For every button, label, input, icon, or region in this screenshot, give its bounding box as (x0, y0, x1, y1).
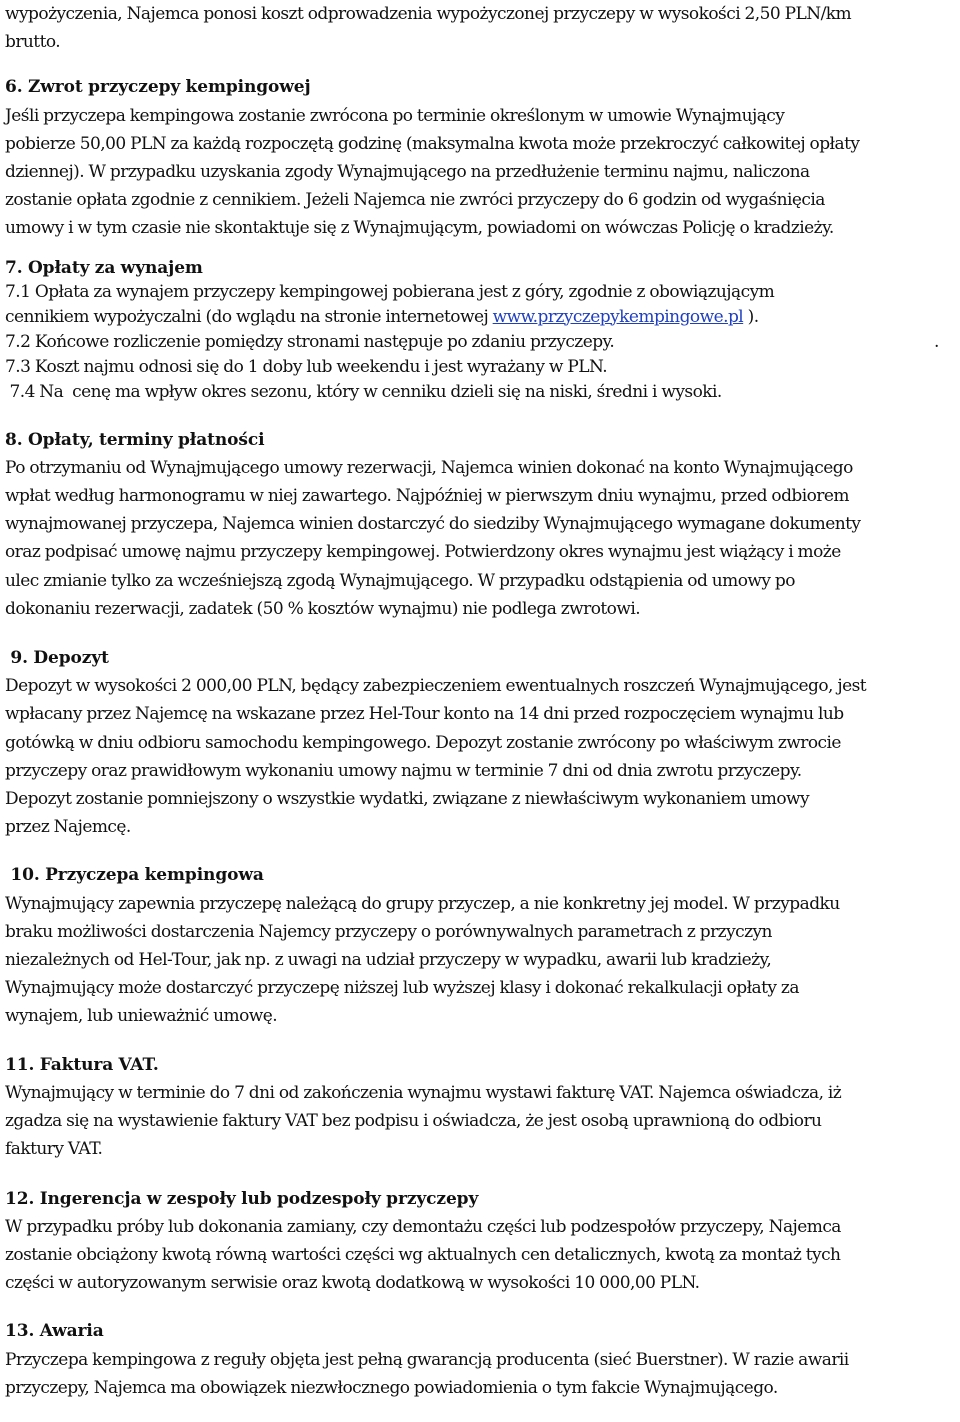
document-page (5, 0, 955, 1402)
text-line: braku możliwości dostarczenia Najemcy przyczepy o porównywalnych parametrach z przyczyn (5, 921, 772, 942)
text-line: Wynajmujący w terminie do 7 dni od zakończenia wynajmu wystawi fakturę VAT. Najemca oświadcza, iż (5, 1082, 842, 1103)
text-line: dziennej). W przypadku uzyskania zgody Wynajmującego na przedłużenie terminu najmu, naliczona (5, 162, 810, 183)
text-line: dokonaniu rezerwacji, zadatek (50 % kosztów wynajmu) nie podlega zwrotowi. (5, 598, 641, 619)
section-8 (5, 426, 955, 623)
section-heading: 9. Depozyt (5, 648, 109, 669)
text-line: zgadza się na wystawienie faktury VAT bez podpisu i oświadcza, że jest osobą uprawnioną do odbioru (5, 1111, 822, 1132)
text-line: zostanie opłata zgodnie z cennikiem. Jeżeli Najemca nie zwróci przyczepy do 6 godzin od wygaśnięcia (5, 190, 825, 211)
text-line: części w autoryzowanym serwisie oraz kwotą dodatkową w wysokości 10 000,00 PLN. (5, 1273, 700, 1294)
text-line: Wynajmujący może dostarczyć przyczepę niższej lub wyższej klasy i dokonać rekalkulacji opłaty za (5, 978, 799, 999)
text-line: wpłacany przez Najemcę na wskazane przez Hel-Tour konto na 14 dni przed rozpoczęciem wynajmu lub (5, 704, 844, 725)
text-line: brutto. (5, 32, 61, 53)
section-heading: 10. Przyczepa kempingowa (5, 865, 264, 886)
text-line: Jeśli przyczepa kempingowa zostanie zwrócona po terminie określonym w umowie Wynajmujący (5, 105, 785, 126)
section-heading: 7. Opłaty za wynajem (5, 257, 203, 278)
section-7 (5, 256, 955, 405)
text-line (5, 330, 955, 355)
text-line: zostanie obciążony kwotą równą wartości części wg aktualnych cen detalicznych, kwotą za montaż tych (5, 1244, 841, 1265)
section-12 (5, 1185, 955, 1298)
section-13 (5, 1317, 955, 1402)
text-line: W przypadku próby lub dokonania zamiany, czy demontażu części lub podzespołów przyczepy, Najemca (5, 1216, 841, 1237)
text-line: gotówką w dniu odbioru samochodu kempingowego. Depozyt zostanie zwrócony po właściwym zwrocie (5, 732, 841, 753)
text-line: przez Najemcę. (5, 817, 131, 838)
section-heading: 13. Awaria (5, 1321, 104, 1342)
section-10 (5, 861, 955, 1030)
text-line: umowy i w tym czasie nie skontaktuje się z Wynajmującym, powiadomi on wówczas Policję o kradzieży. (5, 218, 834, 239)
section-heading: 8. Opłaty, terminy płatności (5, 429, 265, 450)
text-line: Depozyt zostanie pomniejszony o wszystkie wydatki, związane z niewłaściwym wykonaniem umowy (5, 789, 810, 810)
text-line: Przyczepa kempingowa z reguły objęta jest pełną gwarancją producenta (sieć Buerstner). W razie awarii (5, 1349, 849, 1370)
section-heading: 6. Zwrot przyczepy kempingowej (5, 77, 311, 98)
section-6 (5, 73, 955, 242)
website-link[interactable]: www.przyczepykempingowe.pl (492, 306, 744, 327)
text-line: wynajem, lub unieważnić umowę. (5, 1006, 278, 1027)
trailing-dot: . (934, 331, 939, 352)
text-line: 7.1 Opłata za wynajem przyczepy kempingowej pobierana jest z góry, zgodnie z obowiązującym (5, 281, 775, 302)
text-line: Wynajmujący zapewnia przyczepę należącą do grupy przyczep, a nie konkretny jej model. W przypadku (5, 893, 840, 914)
text-line: niezależnych od Hel-Tour, jak np. z uwagi na udział przyczepy w wypadku, awarii lub kradzieży, (5, 950, 772, 971)
text-line: wpłat według harmonogramu w niej zawartego. Najpóźniej w pierwszym dniu wynajmu, przed odbiorem (5, 486, 849, 507)
text-line: wypożyczenia, Najemca ponosi koszt odprowadzenia wypożyczonej przyczepy w wysokości 2,50 PLN/km (5, 4, 852, 24)
text-line: 7.4 Na cenę ma wpływ okres sezonu, który w cenniku dzieli się na niski, średni i wysoki. (5, 381, 722, 402)
text-line: 7.3 Koszt najmu odnosi się do 1 doby lub weekendu i jest wyrażany w PLN. (5, 356, 608, 377)
section-heading: 11. Faktura VAT. (5, 1054, 159, 1075)
text-line: pobierze 50,00 PLN za każdą rozpoczętą godzinę (maksymalna kwota może przekroczyć całkowitej opłaty (5, 133, 860, 154)
text-line (5, 305, 955, 330)
section-11 (5, 1051, 955, 1164)
text-line: Po otrzymaniu od Wynajmującego umowy rezerwacji, Najemca winien dokonać na konto Wynajmującego (5, 457, 853, 478)
text-line: faktury VAT. (5, 1139, 103, 1160)
section-heading: 12. Ingerencja w zespoły lub podzespoły przyczepy (5, 1188, 479, 1209)
text-segment: 7.2 Końcowe rozliczenie pomiędzy stronami następuje po zdaniu przyczepy. (5, 331, 615, 352)
text-line: przyczepy oraz prawidłowym wykonaniu umowy najmu w terminie 7 dni od dnia zwrotu przyczepy. (5, 760, 802, 781)
text-segment: cennikiem wypożyczalni (do wglądu na stronie internetowej (5, 306, 493, 327)
text-line: ulec zmianie tylko za wcześniejszą zgodą Wynajmującego. W przypadku odstąpienia od umowy po (5, 570, 795, 591)
text-segment: ). (743, 306, 759, 327)
section-9 (5, 644, 955, 841)
text-line: Depozyt w wysokości 2 000,00 PLN, będący zabezpieczeniem ewentualnych roszczeń Wynajmującego, jest (5, 676, 867, 697)
text-line: oraz podpisać umowę najmu przyczepy kempingowej. Potwierdzony okres wynajmu jest wiążący i może (5, 542, 841, 563)
text-line: przyczepy, Najemca ma obowiązek niezwłocznego powiadomienia o tym fakcie Wynajmującego. (5, 1377, 778, 1398)
text-line: wynajmowanej przyczepa, Najemca winien dostarczyć do siedziby Wynajmującego wymagane dokumenty (5, 514, 861, 535)
intro-paragraph (5, 0, 955, 56)
